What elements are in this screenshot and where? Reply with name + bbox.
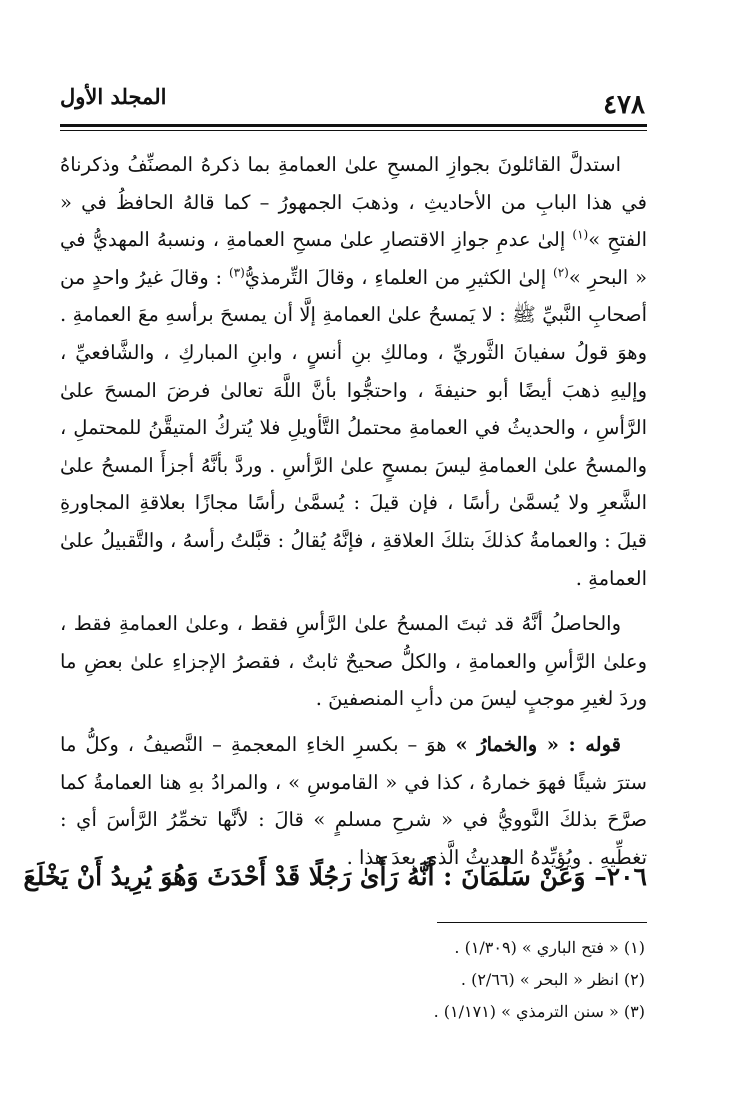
text-run: إلىٰ الكثيرِ من العلماءِ ، وقالَ التِّرمذيُّ [244, 265, 554, 289]
footnote-1: (١) « فتح الباري » (١/٣٠٩) . [454, 938, 645, 957]
text-run: استدلَّ القائلونَ بجوازِ المسحِ علىٰ العمامةِ بما ذكرهُ المصنِّفُ وذكرناهُ في هذا البابِ من الأحاديثِ ، وذهبَ الجمهورُ – كما قالهُ الحافظُ في « الفتحِ » [60, 153, 647, 252]
paragraph [60, 726, 647, 876]
footnote-ref: (١) [572, 227, 589, 242]
header-rule-thick [60, 124, 647, 127]
footnotes [200, 932, 645, 1028]
page-header [60, 84, 645, 124]
hadith-heading: ٢٠٦– وَعَنْ سَلْمَانَ : أَنَّهُ رَأَىٰ رَجُلًا قَدْ أَحْدَثَ وَهُوَ يُرِيدُ أَنْ يَخْلَعَ [23, 862, 647, 891]
footnote-divider [437, 922, 647, 923]
paragraph [60, 146, 647, 597]
paragraph [60, 605, 647, 718]
text-run: إلىٰ عدمِ جوازِ الاقتصارِ علىٰ مسحِ العمامةِ ، ونسبهُ المهديُّ في « البحرِ » [60, 228, 648, 289]
footnote-2: (٢) انظر « البحر » (٢/٦٦) . [460, 970, 645, 989]
text-run: : وقالَ غيرُ واحدٍ من أصحابِ النَّبيِّ ﷺ : لا يَمسحُ علىٰ العمامةِ إلَّا أن يمسحَ برأسهِ معَ العمامةِ . وهوَ قولُ سفيانَ الثَّوريِّ ، ومالكِ بنِ أنسٍ ، وابنِ المباركِ ، والشَّافعيِّ ، وإليهِ ذهبَ أيضًا أبو حنيفةَ ، واحتجُّوا بأنَّ اللَّهَ تعالىٰ فرضَ المسحَ علىٰ الرَّأسِ ، والحديثُ في العمامةِ محتملُ التَّأويلِ فلا يُتركُ المتيقَّنُ للمحتملِ ، والمسحُ علىٰ العمامةِ ليسَ بمسحٍ علىٰ الرَّأسِ . وردَّ بأنَّهُ أجزأَ المسحُ علىٰ الشَّعرِ ولا يُسمَّىٰ رأسًا ، فإن قيلَ : يُسمَّىٰ رأسًا مجازًا بعلاقةِ المجاورةِ قيلَ : والعمامةُ كذلكَ بتلكَ العلاقةِ ، فإنَّهُ يُقالُ : قبَّلتُ رأسهُ ، والتَّقبيلُ علىٰ العمامةِ . [60, 265, 647, 590]
footnote-3: (٣) « سنن الترمذي » (١/١٧١) . [433, 1002, 645, 1021]
volume-title: المجلد الأول [60, 84, 167, 109]
commentary-keyword: قوله : « والخمارُ » [455, 732, 621, 756]
page-number: ٤٧٨ [603, 90, 645, 120]
main-text [60, 146, 647, 876]
header-rule-thin [60, 130, 647, 131]
text-run: والحاصلُ أنَّهُ قد ثبتَ المسحُ علىٰ الرَّأسِ فقط ، وعلىٰ العمامةِ فقط ، وعلىٰ الرَّأسِ والعمامةِ ، والكلُّ صحيحٌ ثابتٌ ، فقصرُ الإجزاءِ علىٰ بعضِ ما وردَ لغيرِ موجبٍ ليسَ من دأبِ المنصفينَ . [60, 612, 647, 711]
footnote-ref: (٣) [228, 265, 245, 280]
footnote-ref: (٢) [553, 265, 569, 280]
text-run: هوَ – بكسرِ الخاءِ المعجمةِ – النَّصيفُ ، وكلُّ ما سترَ شيئًا فهوَ خمارهُ ، كذا في « القاموسِ » ، والمرادُ بهِ هنا العمامةُ كما صرَّحَ بذلكَ النَّوويُّ في « شرحِ مسلمٍ » قالَ : لأنَّها تخمِّرُ الرَّأسَ أي : تغطِّيهِ . ويُؤيِّدهُ الحديثُ الَّذي بعدَ هذا . [60, 732, 647, 869]
